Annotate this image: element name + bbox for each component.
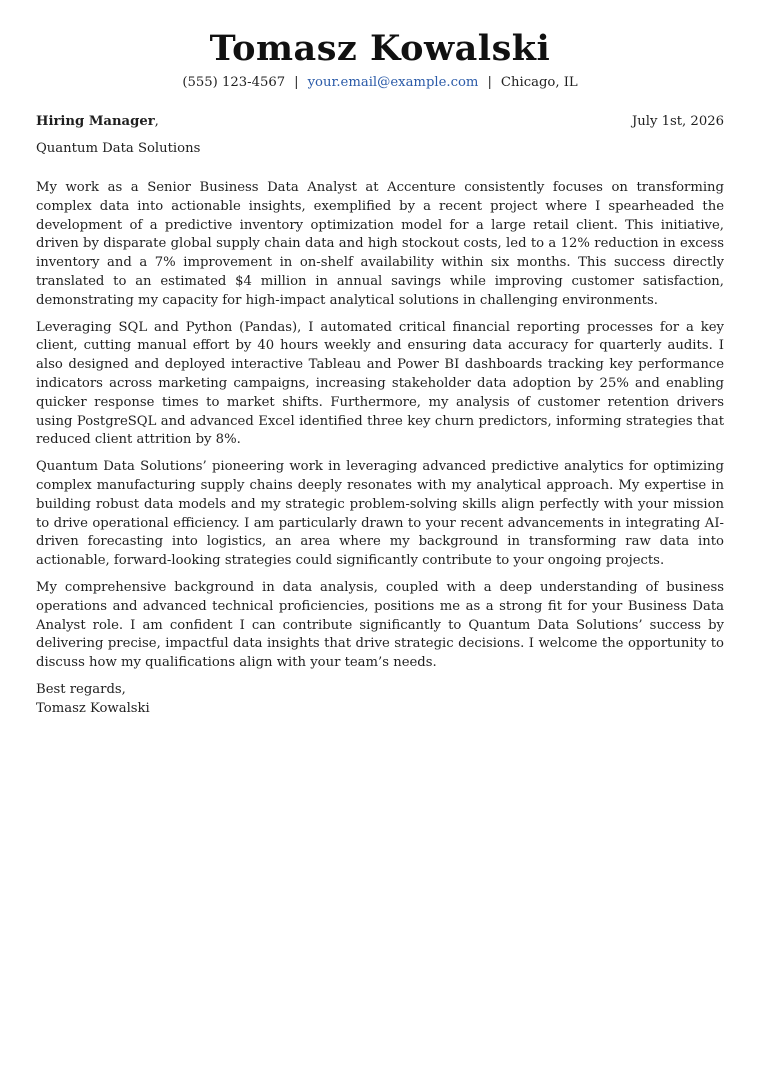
sign-off: Best regards, [36, 681, 126, 697]
separator: | [294, 75, 299, 90]
recipient-name: Hiring Manager [36, 114, 155, 129]
body-paragraph: My comprehensive background in data analysis, coupled with a deep understanding of business operations and advanced technical proficiencies, positions me as a strong fit for your Business Data Analyst role. I am confident I can contribute significantly to Quantum Data Solutions’ success by delivering precise, impactful data insights that drive strategic decisions. I welcome the opportunity to discuss how my qualifications align with your team’s needs. [36, 579, 724, 671]
location: Chicago, IL [500, 75, 578, 90]
letter-body [36, 179, 724, 673]
recipient-comma: , [154, 114, 159, 129]
body-paragraph: My work as a Senior Business Data Analyst at Accenture consistently focuses on transforming complex data into actionable insights, exemplified by a recent project where I spearheaded the development of a predictive inventory optimization model for a large retail client. This initiative, driven by disparate global supply chain data and high stockout costs, led to a 12% reduction in excess inventory and a 7% improvement in on-shelf availability within six months. This success directly translated to an estimated $4 million in annual savings while improving customer satisfaction, demonstrating my capacity for high-impact analytical solutions in challenging environments. [36, 180, 724, 308]
body-paragraph: Quantum Data Solutions’ pioneering work in leveraging advanced predictive analytics for optimizing complex manufacturing supply chains deeply resonates with my analytical approach. My expertise in building robust data models and my strategic problem-solving skills align perfectly with your mission to drive operational efficiency. I am particularly drawn to your recent advancements in integrating AI-driven forecasting into logistics, an area where my background in transforming raw data into actionable, forward-looking strategies could significantly contribute to your ongoing projects. [36, 459, 724, 569]
letter-date: July 1st, 2026 [631, 114, 724, 129]
recipient-line [36, 113, 159, 131]
closing-block [36, 681, 724, 719]
recipient-company: Quantum Data Solutions [36, 141, 201, 156]
recipient-date-row [36, 113, 724, 131]
email-link[interactable]: your.email@example.com [307, 75, 479, 90]
phone-number: (555) 123-4567 [182, 75, 286, 90]
signature-name: Tomasz Kowalski [36, 700, 150, 716]
contact-line [36, 74, 724, 92]
separator: | [487, 75, 492, 90]
body-paragraph: Leveraging SQL and Python (Pandas), I automated critical financial reporting processes for a key client, cutting manual effort by 40 hours weekly and ensuring data accuracy for quarterly audits. I also designed and deployed interactive Tableau and Power BI dashboards tracking key performance indicators across marketing campaigns, increasing stakeholder data adoption by 25% and enabling quicker response times to market shifts. Furthermore, my analysis of customer retention drivers using PostgreSQL and advanced Excel identified three key churn predictors, informing strategies that reduced client attrition by 8%. [36, 319, 724, 448]
applicant-name: Tomasz Kowalski [209, 28, 551, 69]
